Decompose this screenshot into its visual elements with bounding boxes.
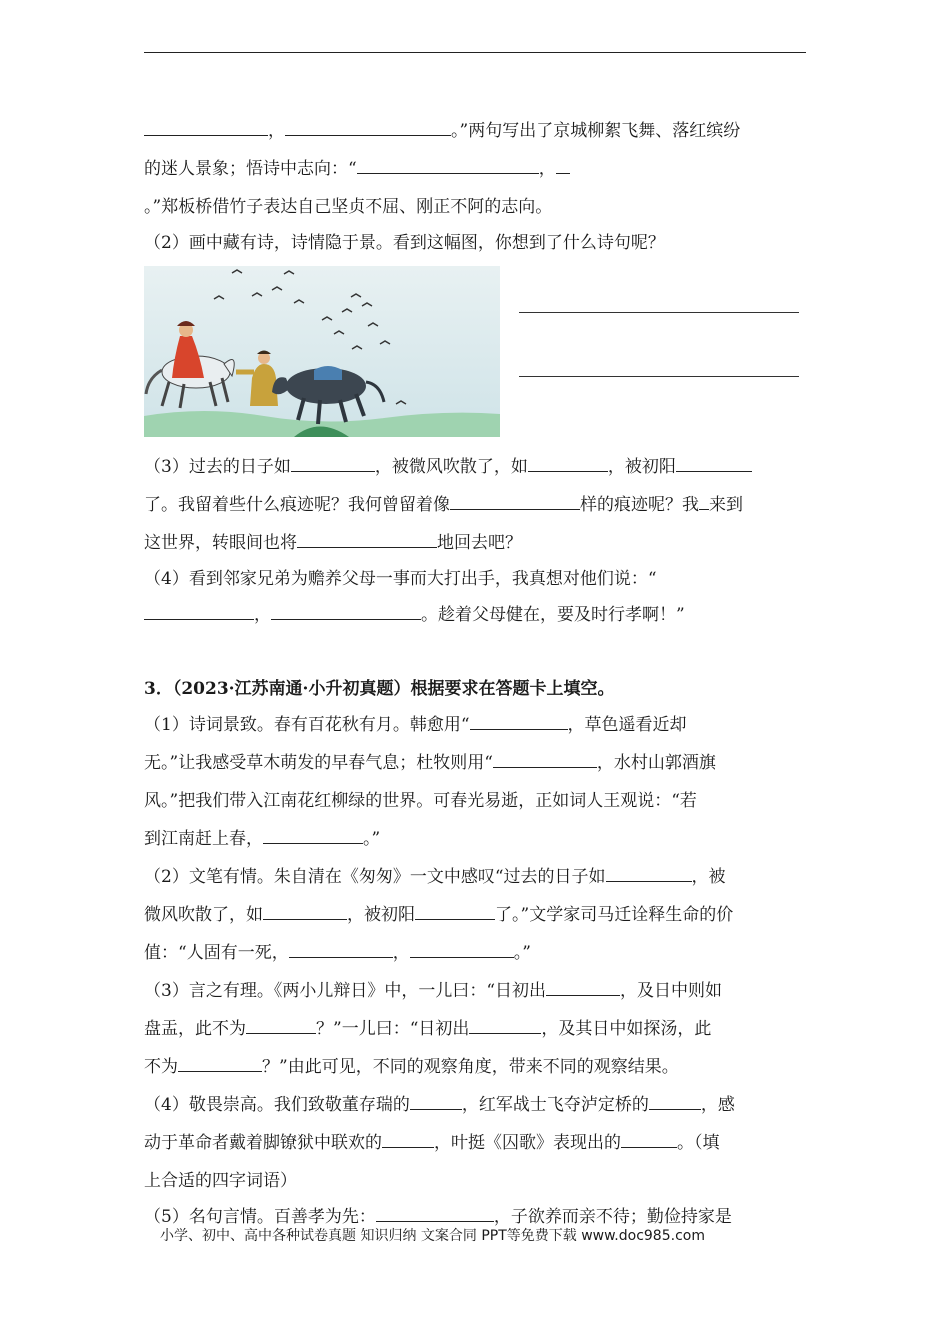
q3-p1-line4: 到江南赶上春， 。” <box>144 829 381 849</box>
answer-blank[interactable] <box>246 1018 316 1034</box>
answer-line-1[interactable] <box>519 312 799 313</box>
answer-blank[interactable] <box>357 158 539 174</box>
answer-blank[interactable] <box>546 980 620 996</box>
q3-p4-line2: 动于革命者戴着脚镣狱中联欢的 ，叶挺《囚歌》表现出的 。（填 <box>144 1133 720 1153</box>
answer-blank[interactable] <box>285 120 451 136</box>
answer-blank[interactable] <box>469 1018 541 1034</box>
answer-blank[interactable] <box>649 1094 701 1110</box>
q3-p2-line2: 微风吹散了，如 ，被初阳 了。”文学家司马迁诠释生命的价 <box>144 905 734 925</box>
answer-blank[interactable] <box>291 456 375 472</box>
answer-blank[interactable] <box>382 1132 434 1148</box>
answer-blank[interactable] <box>556 158 570 174</box>
answer-blank[interactable] <box>297 532 437 548</box>
answer-blank[interactable] <box>144 604 254 620</box>
answer-blank[interactable] <box>263 904 347 920</box>
q2-p2-prompt: （2）画中藏有诗，诗情隐于景。看到这幅图，你想到了什么诗句呢？ <box>144 233 665 253</box>
q3-p2-line1: （2）文笔有情。朱自清在《匆匆》一文中感叹“过去的日子如 ，被 <box>144 867 726 887</box>
q2-p3-line3: 这世界，转眼间也将 地回去吧？ <box>144 533 522 553</box>
q3-p1-line3: 风。”把我们带入江南花红柳绿的世界。可春光易逝，正如词人王观说：“若 <box>144 791 697 811</box>
q3-p3-line3: 不为 ？”由此可见，不同的观察角度，带来不同的观察结果。 <box>144 1057 679 1077</box>
q3-p4-line3: 上合适的四字词语） <box>144 1171 297 1191</box>
poem-illustration <box>144 266 500 437</box>
answer-blank[interactable] <box>470 714 568 730</box>
answer-blank[interactable] <box>606 866 692 882</box>
header-rule <box>144 52 806 53</box>
q2-p3-line1: （3）过去的日子如 ，被微风吹散了，如 ，被初阳 <box>144 456 806 478</box>
answer-blank[interactable] <box>263 828 363 844</box>
q2-p3-line2: 了。我留着些什么痕迹呢？我何曾留着像 样的痕迹呢？我 来到 <box>144 495 743 515</box>
q3-p3-line2: 盘盂，此不为 ？”一儿曰：“日初出 ，及其日中如探汤，此 <box>144 1019 712 1039</box>
answer-blank[interactable] <box>410 1094 462 1110</box>
answer-blank[interactable] <box>493 752 597 768</box>
answer-blank[interactable] <box>376 1206 494 1222</box>
q3-title: 3．（2023·江苏南通·小升初真题）根据要求在答题卡上填空。 <box>144 679 615 699</box>
q3-p5-line1: （5）名句言情。百善孝为先： ，子欲养而亲不待；勤俭持家是 <box>144 1207 732 1227</box>
q3-p2-line3: 值：“人固有一死， ， 。” <box>144 943 531 963</box>
answer-blank[interactable] <box>271 604 421 620</box>
answer-blank[interactable] <box>621 1132 677 1148</box>
q2-p1-line1: ， 。”两句写出了京城柳絮飞舞、落红缤纷 <box>144 120 806 142</box>
answer-blank[interactable] <box>289 942 393 958</box>
q2-p1-line2: 的迷人景象；悟诗中志向：“ ， <box>144 158 806 180</box>
q3-p1-line2: 无。”让我感受草木萌发的早春气息；杜牧则用“ ，水村山郭酒旗 <box>144 753 716 773</box>
answer-blank[interactable] <box>415 904 495 920</box>
q2-p4-line1: （4）看到邻家兄弟为赡养父母一事而大打出手，我真想对他们说：“ <box>144 569 657 589</box>
answer-blank[interactable] <box>528 456 608 472</box>
answer-blank[interactable] <box>178 1056 262 1072</box>
footer-banner: 小学、初中、高中各种试卷真题 知识归纳 文案合同 PPT等免费下载 www.doc985.com <box>160 1228 705 1244</box>
answer-blank[interactable] <box>410 942 514 958</box>
q3-p4-line1: （4）敬畏崇高。我们致敬董存瑞的 ，红军战士飞夺泸定桥的 ，感 <box>144 1095 735 1115</box>
q3-p1-line1: （1）诗词景致。春有百花秋有月。韩愈用“ ，草色遥看近却 <box>144 715 687 735</box>
answer-blank[interactable] <box>699 494 709 510</box>
answer-blank[interactable] <box>144 120 268 136</box>
answer-blank[interactable] <box>450 494 580 510</box>
answer-line-2[interactable] <box>519 376 799 377</box>
q2-p4-line2: ， 。趁着父母健在，要及时行孝啊！” <box>144 604 806 626</box>
q2-p1-line3: 。”郑板桥借竹子表达自己坚贞不屈、刚正不阿的志向。 <box>144 197 553 217</box>
q3-p3-line1: （3）言之有理。《两小儿辩日》中，一儿曰：“日初出 ，及日中则如 <box>144 981 723 1001</box>
answer-blank[interactable] <box>676 456 752 472</box>
